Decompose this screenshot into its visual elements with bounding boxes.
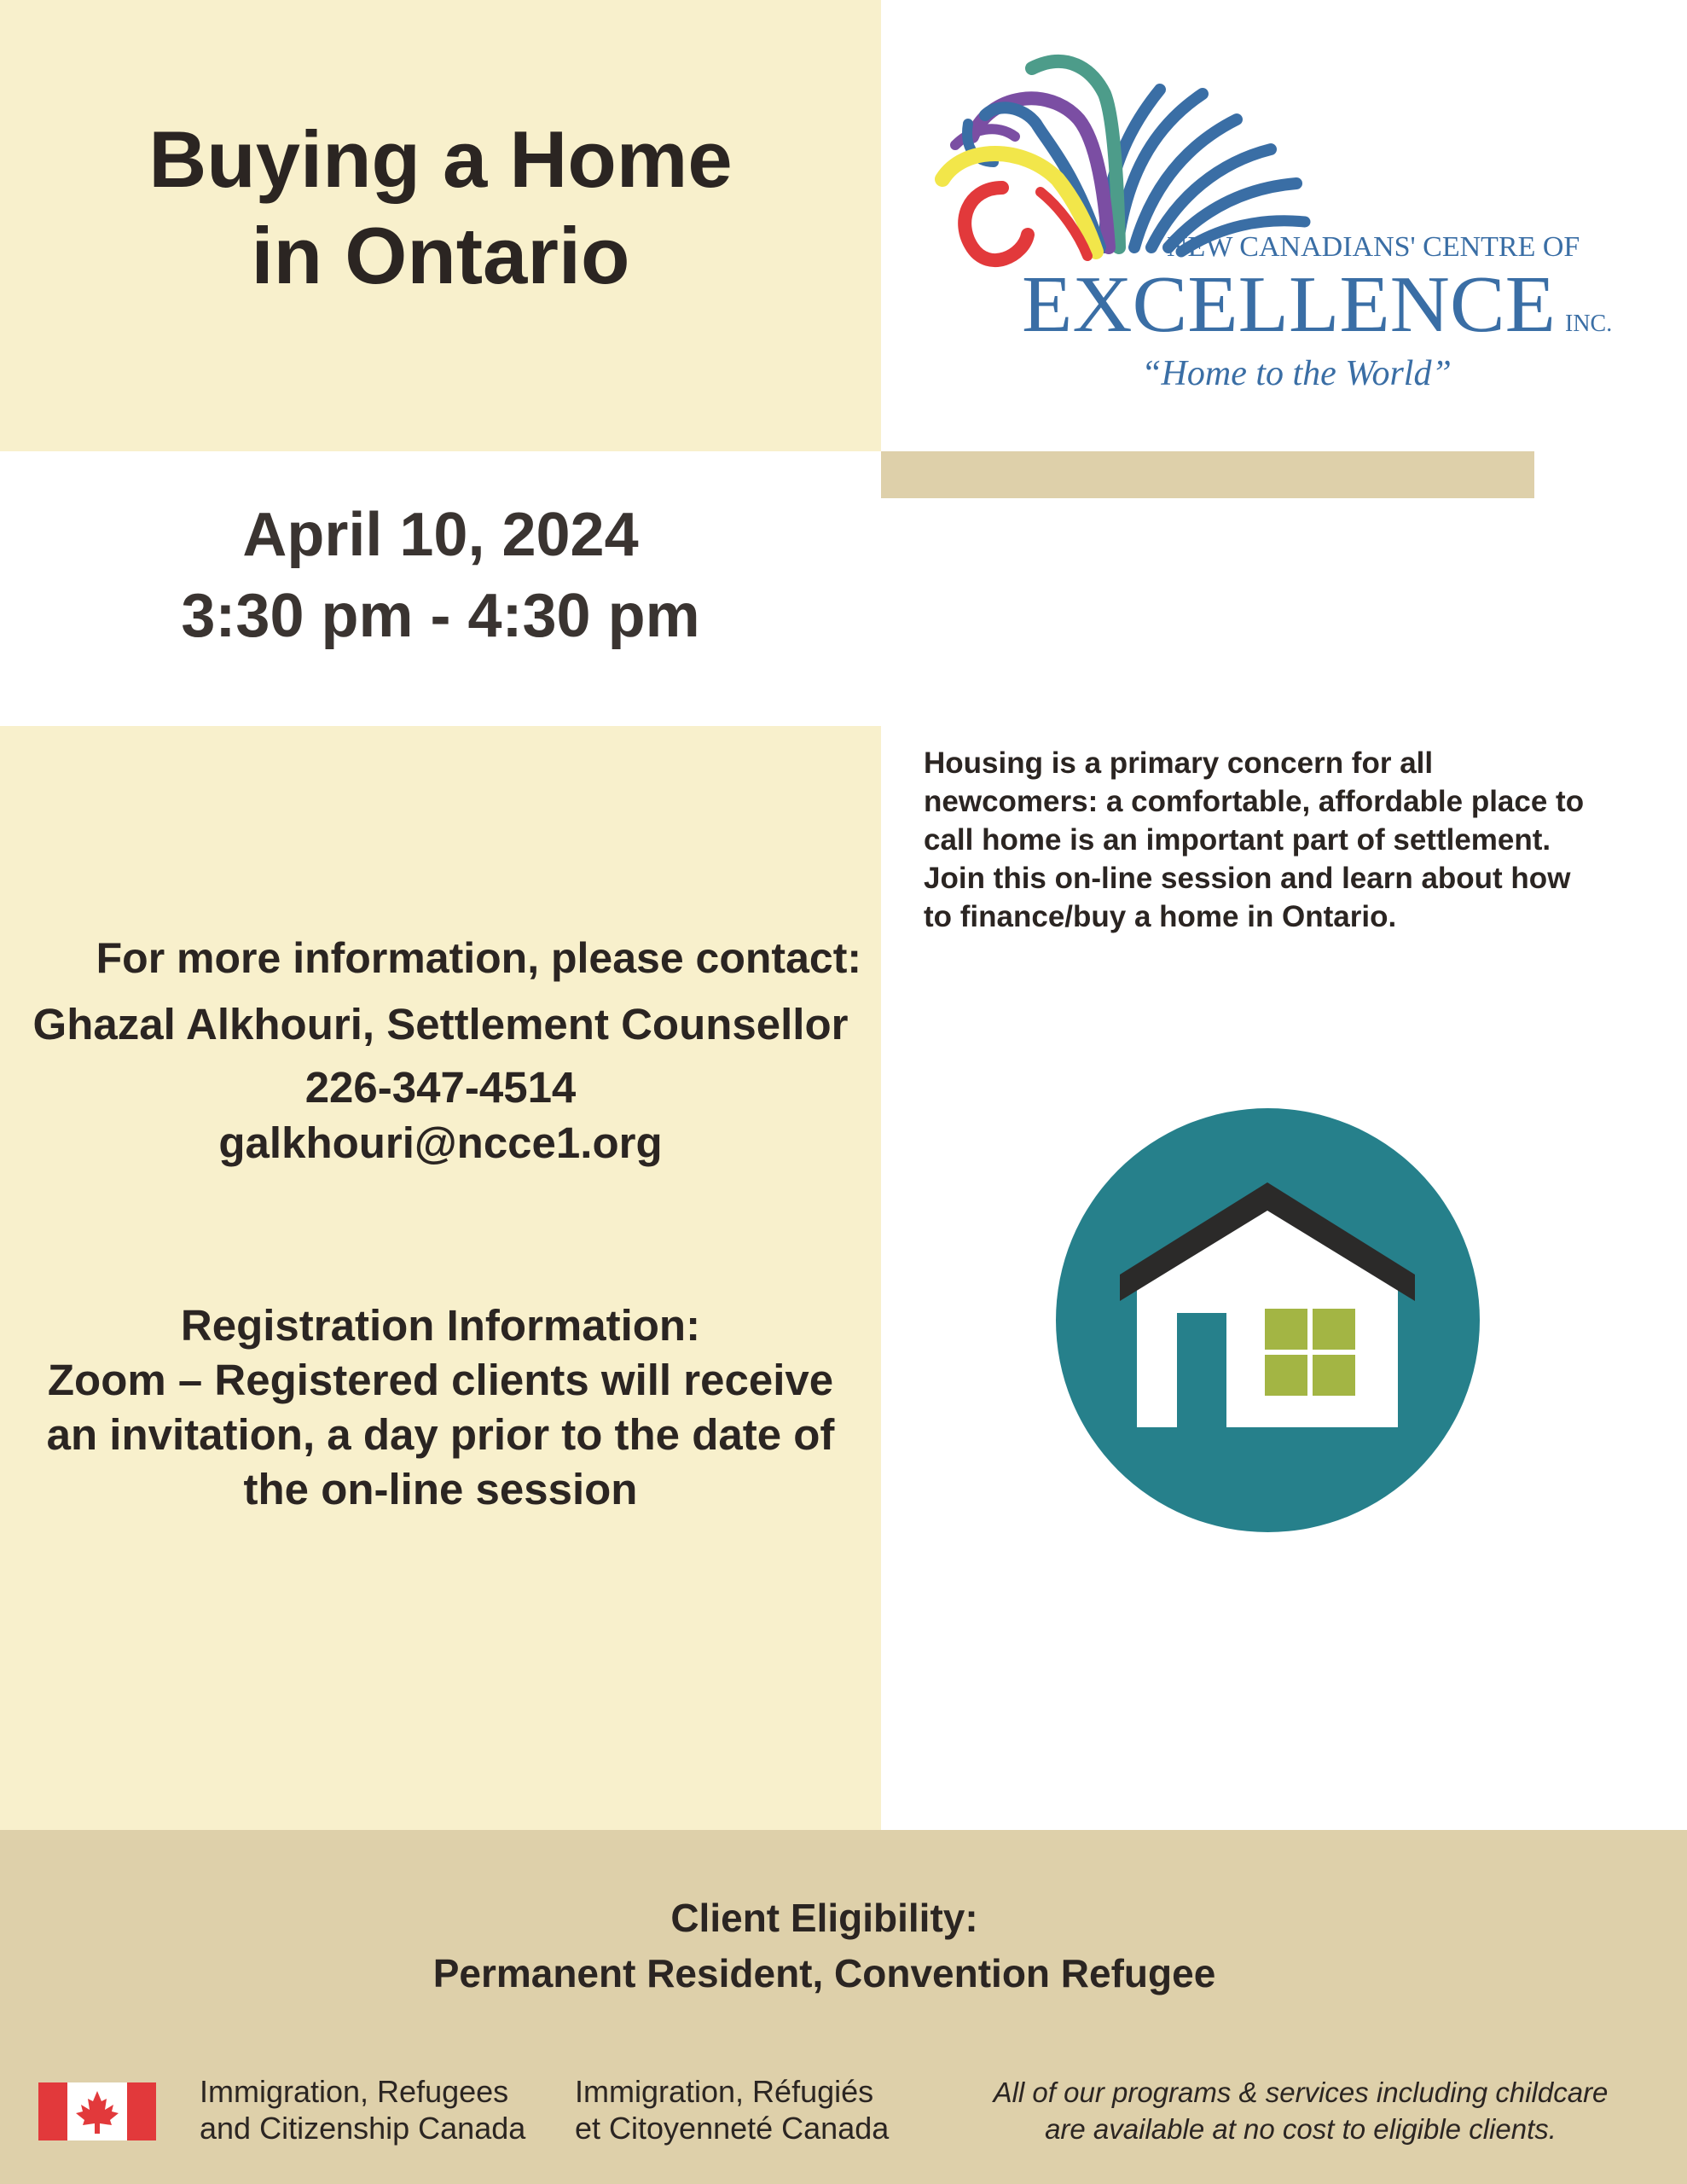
event-date: April 10, 2024 [242, 501, 639, 569]
session-description [924, 744, 1657, 936]
org-name-line1: NEW CANADIANS' CENTRE OF [1167, 231, 1580, 263]
organization-logo [921, 43, 1655, 418]
registration-line-3: the on-line session [243, 1465, 638, 1513]
cost-line-1: All of our programs & services including childcare [993, 2077, 1609, 2108]
canada-flag-icon [38, 2082, 156, 2140]
org-name-excellence: EXCELLENCE [1022, 260, 1556, 349]
gov-en-line-2: and Citizenship Canada [200, 2111, 526, 2146]
house-icon [1056, 1108, 1480, 1532]
government-name-english [200, 2073, 558, 2146]
info-panel [0, 726, 881, 1830]
description-line-2: newcomers: a comfortable, affordable place to [924, 785, 1585, 818]
org-tagline: “Home to the World” [1141, 354, 1452, 393]
org-name-inc: INC. [1565, 311, 1613, 337]
contact-phone: 226-347-4514 [304, 1063, 577, 1112]
contact-email: galkhouri@ncce1.org [218, 1118, 663, 1167]
accent-bar [881, 451, 1534, 498]
cost-line-2: are available at no cost to eligible clients. [1045, 2113, 1557, 2145]
house-icon-door [1177, 1313, 1226, 1429]
registration-line-2: an invitation, a day prior to the date of [46, 1410, 835, 1459]
description-line-3: call home is an important part of settlement. [924, 823, 1551, 857]
title-line-2: in Ontario [251, 211, 630, 300]
contact-name: Ghazal Alkhouri, Settlement Counsellor [32, 1000, 849, 1048]
title-line-1: Buying a Home [148, 114, 733, 204]
description-line-4: Join this on-line session and learn about how [924, 862, 1571, 895]
event-datetime [0, 495, 881, 657]
eligibility-heading: Client Eligibility: [670, 1896, 978, 1940]
government-name-french [575, 2073, 933, 2146]
no-cost-notice [947, 2074, 1655, 2147]
gov-fr-line-2: et Citoyenneté Canada [575, 2111, 890, 2146]
eligibility-text: Permanent Resident, Convention Refugee [432, 1951, 1216, 1995]
registration-line-1: Zoom – Registered clients will receive [47, 1356, 834, 1404]
registration-heading: Registration Information: [180, 1301, 701, 1350]
contact-heading: For more information, please contact: [96, 934, 861, 982]
gov-fr-line-1: Immigration, Réfugiés [575, 2074, 874, 2109]
page-title [0, 111, 881, 304]
description-line-1: Housing is a primary concern for all [924, 746, 1434, 780]
ribbon-swirl-logo-icon [921, 43, 1655, 418]
gov-en-line-1: Immigration, Refugees [200, 2074, 509, 2109]
description-line-5: to finance/buy a home in Ontario. [924, 900, 1397, 933]
registration-text [0, 1353, 881, 1517]
event-time: 3:30 pm - 4:30 pm [181, 582, 700, 650]
